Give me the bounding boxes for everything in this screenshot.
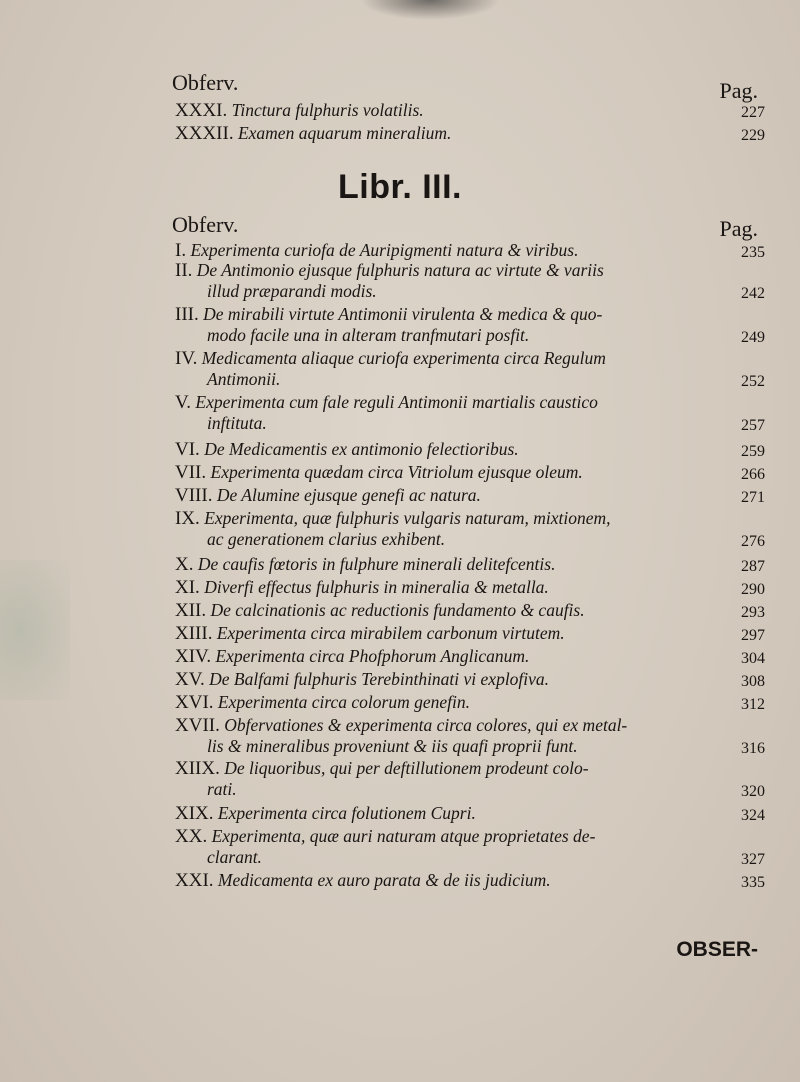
entry-title: Experimenta, quæ auri naturam atque proprietates de-	[211, 826, 596, 846]
page-number: 229	[741, 127, 765, 144]
entry-number: XV.	[175, 669, 205, 690]
pag-column-header: Pag.	[719, 216, 758, 241]
page-number: 290	[741, 581, 765, 598]
list-item	[175, 304, 765, 346]
entry-number: XI.	[175, 577, 200, 598]
entry-line	[175, 554, 765, 575]
page-number: 259	[741, 443, 765, 460]
list-item	[175, 758, 765, 800]
entry-title: ac generationem clarius exhibent.	[207, 529, 446, 549]
page-number: 249	[741, 329, 765, 346]
entry-line	[175, 779, 765, 800]
entry-title: Experimenta quædam circa Vitriolum ejusque oleum.	[210, 462, 583, 482]
entry-line	[175, 392, 765, 413]
list-item	[175, 577, 765, 598]
page-number: 308	[741, 673, 765, 690]
entry-line	[175, 870, 765, 891]
entry-number: XIX.	[175, 803, 214, 824]
entry-title: modo facile una in alteram tranfmutari posfit.	[207, 325, 530, 345]
entry-number: XVI.	[175, 692, 214, 713]
page-number: 287	[741, 558, 765, 575]
entry-title: De caufis fœtoris in fulphure minerali delitefcentis.	[197, 554, 556, 574]
entry-title: rati.	[207, 779, 237, 799]
entry-title: Antimonii.	[207, 369, 281, 389]
entry-title: illud præparandi modis.	[207, 281, 377, 301]
entry-number: XIIX.	[175, 758, 220, 779]
page-number: 316	[741, 740, 765, 757]
page-number: 312	[741, 696, 765, 713]
entry-title: Medicamenta ex auro parata & de iis judicium.	[217, 870, 551, 890]
entry-title: Diverfi effectus fulphuris in mineralia & metalla.	[204, 577, 549, 597]
entry-line	[175, 348, 765, 369]
entry-line	[175, 600, 765, 621]
entry-line	[175, 692, 765, 713]
pag-column-header: Pag.	[719, 78, 758, 103]
entry-title: Experimenta curiofa de Auripigmenti natura & viribus.	[190, 240, 579, 260]
entry-number: VII.	[175, 462, 207, 483]
entry-number: XX.	[175, 826, 208, 847]
entry-line	[175, 803, 765, 824]
entry-number: IX.	[175, 508, 200, 529]
entry-line	[175, 623, 765, 644]
entry-line	[175, 325, 765, 346]
page-number: 235	[741, 244, 765, 261]
entry-title: De calcinationis ac reductionis fundamento & caufis.	[210, 600, 585, 620]
entry-title: De Antimonio ejusque fulphuris natura ac virtute & variis	[196, 260, 604, 280]
entry-number: II.	[175, 260, 193, 281]
entry-title: De liquoribus, qui per deftillutionem prodeunt colo-	[224, 758, 589, 778]
list-item	[175, 623, 765, 644]
page-number: 276	[741, 533, 765, 550]
entry-number: VIII.	[175, 485, 213, 506]
entry-number: XVII.	[175, 715, 220, 736]
entry-title: Medicamenta aliaque curiofa experimenta circa Regulum	[201, 348, 606, 368]
catchword: OBSER-	[676, 938, 758, 961]
entry-line	[175, 413, 765, 434]
entry-number: I.	[175, 240, 187, 261]
page-number: 304	[741, 650, 765, 667]
entry-line	[175, 736, 765, 757]
entry-line	[175, 281, 765, 302]
entry-title: Experimenta circa colorum genefin.	[217, 692, 470, 712]
list-item	[175, 240, 765, 261]
entry-number: XIII.	[175, 623, 213, 644]
entry-line	[175, 847, 765, 868]
entry-number: XIV.	[175, 646, 212, 667]
page-number: 293	[741, 604, 765, 621]
page-number: 266	[741, 466, 765, 483]
entry-number: XXI.	[175, 870, 214, 891]
list-item	[175, 485, 765, 506]
entry-line	[175, 439, 765, 460]
list-item	[175, 439, 765, 460]
entry-line	[175, 369, 765, 390]
list-item	[175, 554, 765, 575]
entry-title: Obfervationes & experimenta circa colores, qui ex metal-	[224, 715, 628, 735]
entry-title: Experimenta circa mirabilem carbonum virtutem.	[216, 623, 565, 643]
entry-line	[175, 646, 765, 667]
book-heading: Libr. III.	[337, 168, 463, 206]
page-number: 327	[741, 851, 765, 868]
list-item	[175, 646, 765, 667]
entry-line	[175, 240, 765, 261]
entry-line	[175, 529, 765, 550]
obs-column-header: Obferv.	[172, 212, 239, 237]
entry-number: IV.	[175, 348, 198, 369]
entry-line	[175, 260, 765, 281]
entry-number: V.	[175, 392, 192, 413]
entry-line	[175, 485, 765, 506]
list-item	[175, 462, 765, 483]
page-number: 242	[741, 285, 765, 302]
list-item	[175, 692, 765, 713]
entry-number: III.	[175, 304, 199, 325]
list-item: XXXI. Tinctura fulphuris volatilis. 227	[175, 100, 765, 121]
entry-title: Experimenta circa folutionem Cupri.	[217, 803, 476, 823]
entry-line	[175, 508, 765, 529]
entry-title: De Balfami fulphuris Terebinthinati vi explofiva.	[209, 669, 550, 689]
page-number: 324	[741, 807, 765, 824]
page-number: 227	[741, 104, 765, 121]
entry-number: XII.	[175, 600, 207, 621]
entry-title: lis & mineralibus proveniunt & iis quafi proprii funt.	[207, 736, 578, 756]
entry-line	[175, 758, 765, 779]
list-item	[175, 392, 765, 434]
list-item: XXXII. Examen aquarum mineralium. 229	[175, 123, 765, 144]
entry-title: Experimenta cum fale reguli Antimonii martialis caustico	[195, 392, 598, 412]
list-item	[175, 803, 765, 824]
obs-column-header: Obferv.	[172, 70, 239, 95]
entry-number: VI.	[175, 439, 200, 460]
entry-line	[175, 715, 765, 736]
list-item	[175, 348, 765, 390]
entry-title: De mirabili virtute Antimonii virulenta & medica & quo-	[203, 304, 603, 324]
page-number: 252	[741, 373, 765, 390]
entry-title: De Medicamentis ex antimonio felectioribus.	[204, 439, 519, 459]
page-number: 257	[741, 417, 765, 434]
entry-line	[175, 826, 765, 847]
entry-title: Experimenta, quæ fulphuris vulgaris naturam, mixtionem,	[204, 508, 611, 528]
list-item	[175, 826, 765, 868]
entry-line	[175, 462, 765, 483]
entry-title: inftituta.	[207, 413, 267, 433]
entry-line	[175, 669, 765, 690]
entry-title: De Alumine ejusque genefi ac natura.	[216, 485, 481, 505]
entry-number: X.	[175, 554, 194, 575]
paper-stain	[0, 560, 70, 700]
page-number: 271	[741, 489, 765, 506]
entry-line	[175, 304, 765, 325]
page-number: 297	[741, 627, 765, 644]
entry-title: Experimenta circa Phofphorum Anglicanum.	[215, 646, 530, 666]
entry-title: clarant.	[207, 847, 262, 867]
list-item	[175, 508, 765, 550]
list-item	[175, 260, 765, 302]
page-number: 320	[741, 783, 765, 800]
list-item	[175, 715, 765, 757]
binding-mark	[360, 0, 500, 20]
page-number: 335	[741, 874, 765, 891]
list-item	[175, 870, 765, 891]
list-item	[175, 600, 765, 621]
entry-line	[175, 577, 765, 598]
list-item	[175, 669, 765, 690]
